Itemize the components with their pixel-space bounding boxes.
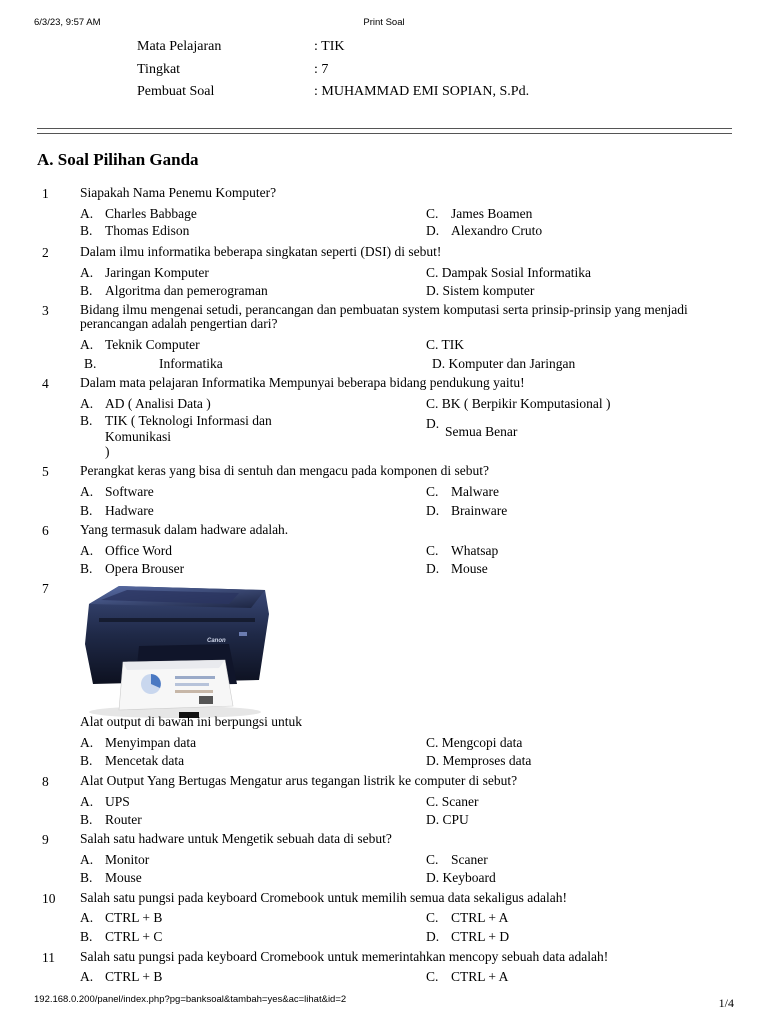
question-text: Salah satu pungsi pada keyboard Cromebook untuk memilih semua data sekaligus adalah!: [80, 890, 568, 905]
option-letter: C.: [426, 265, 439, 280]
question-text: Salah satu hadware untuk Mengetik sebuah data di sebut?: [80, 831, 392, 846]
option-letter: B.: [80, 870, 93, 885]
option-letter: D.: [426, 929, 440, 944]
option-text: Software: [105, 484, 154, 499]
document-meta: [137, 36, 697, 104]
option-letter: B.: [80, 283, 93, 298]
question-text: Alat output di bawah ini berpungsi untuk: [80, 714, 302, 729]
option-letter: B.: [80, 561, 93, 576]
question-number: 5: [42, 464, 49, 479]
option-letter: A.: [80, 910, 94, 925]
option-text: Teknik Computer: [105, 337, 200, 352]
option-text: Dampak Sosial Informatika: [441, 265, 591, 280]
option-letter: C.: [426, 852, 439, 867]
option-text: Hadware: [105, 503, 154, 518]
option-letter: C.: [426, 206, 439, 221]
meta-value: : MUHAMMAD EMI SOPIAN, S.Pd.: [314, 84, 530, 99]
option-text: CPU: [442, 812, 469, 827]
option-letter: A.: [80, 484, 94, 499]
option-letter: C.: [426, 337, 439, 352]
option-text: BK ( Berpikir Komputasional ): [441, 396, 611, 411]
option-text: Algoritma dan pemerograman: [105, 283, 268, 298]
option-letter: D.: [432, 356, 446, 371]
meta-label: Mata Pelajaran: [137, 39, 222, 54]
option-text-line3: ): [105, 444, 110, 459]
option-letter: B.: [80, 929, 93, 944]
option-letter: B.: [80, 812, 93, 827]
option-text: Monitor: [105, 852, 150, 867]
option-text: Komputer dan Jaringan: [448, 356, 576, 371]
option-text: CTRL + B: [105, 969, 163, 984]
print-date: 6/3/23, 9:57 AM: [34, 17, 101, 28]
option-letter: A.: [80, 794, 94, 809]
option-c: [426, 735, 522, 751]
option-text: Memproses data: [442, 753, 532, 768]
option-text: CTRL + C: [105, 929, 163, 944]
meta-row-grade: [137, 59, 697, 82]
option-text-line2: Komunikasi: [105, 429, 171, 444]
question-number: 9: [42, 832, 49, 847]
option-letter: A.: [80, 852, 94, 867]
option-text: Brainware: [451, 503, 508, 518]
question-text: Dalam ilmu informatika beberapa singkatan seperti (DSI) di sebut!: [80, 244, 442, 259]
option-c: [426, 794, 479, 810]
option-text: Office Word: [105, 543, 173, 558]
option-text: James Boamen: [451, 206, 533, 221]
option-letter: A.: [80, 543, 94, 558]
option-d: [426, 870, 496, 886]
option-letter: D.: [426, 503, 440, 518]
question-text: Siapakah Nama Penemu Komputer?: [80, 185, 277, 200]
option-letter: C.: [426, 910, 439, 925]
page-number: 1/4: [718, 996, 734, 1010]
option-letter: C.: [426, 969, 439, 984]
option-text: Whatsap: [451, 543, 499, 558]
option-d: [426, 753, 531, 769]
option-letter: C.: [426, 543, 439, 558]
option-text: Scaner: [441, 794, 479, 809]
meta-row-subject: [137, 36, 697, 59]
option-text: Router: [105, 812, 142, 827]
question-number: 2: [42, 245, 49, 260]
option-text: Mouse: [451, 561, 488, 576]
option-letter: B.: [84, 356, 97, 371]
question-text: Perangkat keras yang bisa di sentuh dan mengacu pada komponen di sebut?: [80, 463, 490, 478]
option-d: [426, 416, 626, 446]
option-letter: A.: [80, 396, 94, 411]
option-text: Mengcopi data: [441, 735, 523, 750]
option-text: Thomas Edison: [105, 223, 190, 238]
option-letter: D.: [426, 283, 440, 298]
option-text: TIK: [441, 337, 465, 352]
option-text: CTRL + D: [451, 929, 510, 944]
option-letter: A.: [80, 969, 94, 984]
option-b: [84, 356, 223, 372]
option-letter: D.: [426, 870, 440, 885]
option-text: CTRL + B: [105, 910, 163, 925]
printer-image: [79, 584, 271, 720]
option-letter: D.: [426, 223, 440, 238]
option-letter: A.: [80, 735, 94, 750]
option-text: Alexandro Cruto: [451, 223, 543, 238]
option-text: CTRL + A: [451, 969, 509, 984]
option-letter: D.: [426, 561, 440, 576]
meta-row-author: [137, 81, 697, 104]
option-letter: C.: [426, 484, 439, 499]
question-text: Alat Output Yang Bertugas Mengatur arus tegangan listrik ke computer di sebut?: [80, 773, 518, 788]
printer-brand-label: Canon: [207, 638, 226, 644]
option-letter: B.: [80, 223, 93, 238]
question-number: 8: [42, 774, 49, 789]
option-d: [426, 812, 469, 828]
option-c: [426, 396, 611, 412]
question-number: 1: [42, 186, 49, 201]
option-c: [426, 265, 591, 281]
option-letter: D.: [426, 812, 440, 827]
option-text: Informatika: [159, 356, 223, 371]
option-d: [432, 356, 575, 372]
option-text: AD ( Analisi Data ): [105, 396, 211, 411]
question-text: Salah satu pungsi pada keyboard Cromebook untuk memerintahkan mencopy sebuah data adalah!: [80, 949, 609, 964]
meta-value: : TIK: [314, 39, 345, 54]
meta-label: Pembuat Soal: [137, 84, 215, 99]
question-text: Bidang ilmu mengenai setudi, perancangan dan pembuatan system komputasi serta prinsip-prinsip yang menjadi perancangan adalah pengertian dari?: [80, 302, 688, 331]
option-letter: B.: [80, 753, 93, 768]
question-number: 11: [42, 950, 55, 965]
question-number: 7: [42, 581, 49, 596]
option-letter: D.: [426, 753, 440, 768]
option-text: Mouse: [105, 870, 142, 885]
option-text: Charles Babbage: [105, 206, 197, 221]
question-number: 3: [42, 303, 49, 318]
option-letter: A.: [80, 206, 94, 221]
meta-label: Tingkat: [137, 61, 181, 77]
option-letter: C.: [426, 794, 439, 809]
option-text: Semua Benar: [445, 424, 518, 439]
option-text: CTRL + A: [451, 910, 509, 925]
print-header: [0, 17, 768, 31]
question-text: Dalam mata pelajaran Informatika Mempunyai beberapa bidang pendukung yaitu!: [80, 375, 525, 390]
print-title: Print Soal: [363, 17, 405, 28]
option-letter: A.: [80, 337, 94, 352]
section-title: A. Soal Pilihan Ganda: [37, 150, 199, 169]
option-text: Opera Brouser: [105, 561, 185, 576]
option-text: TIK ( Teknologi Informasi dan: [105, 413, 272, 428]
option-text: Scaner: [451, 852, 488, 867]
option-letter: C.: [426, 396, 439, 411]
option-c: [426, 337, 464, 353]
question-number: 6: [42, 523, 49, 538]
question-number: 10: [42, 891, 56, 906]
print-footer: [0, 994, 768, 1008]
option-letter: A.: [80, 265, 94, 280]
option-text: Sistem komputer: [442, 283, 535, 298]
question-number: 4: [42, 376, 49, 391]
option-d: [426, 283, 534, 299]
question-text: Yang termasuk dalam hadware adalah.: [80, 522, 289, 537]
option-letter: C.: [426, 735, 439, 750]
divider-bottom: [37, 133, 732, 134]
option-text: Jaringan Komputer: [105, 265, 209, 280]
option-text: Keyboard: [442, 870, 496, 885]
page-url: 192.168.0.200/panel/index.php?pg=banksoal&tambah=yes&ac=lihat&id=2: [34, 994, 347, 1005]
option-text: Mencetak data: [105, 753, 185, 768]
option-letter: D.: [426, 416, 440, 431]
meta-value: : 7: [314, 61, 329, 77]
option-text: Menyimpan data: [105, 735, 197, 750]
option-text: UPS: [105, 794, 130, 809]
option-letter: B.: [80, 503, 93, 518]
divider-top: [37, 128, 732, 129]
option-b: [80, 413, 400, 461]
option-letter: B.: [80, 413, 93, 428]
option-text: Malware: [451, 484, 499, 499]
